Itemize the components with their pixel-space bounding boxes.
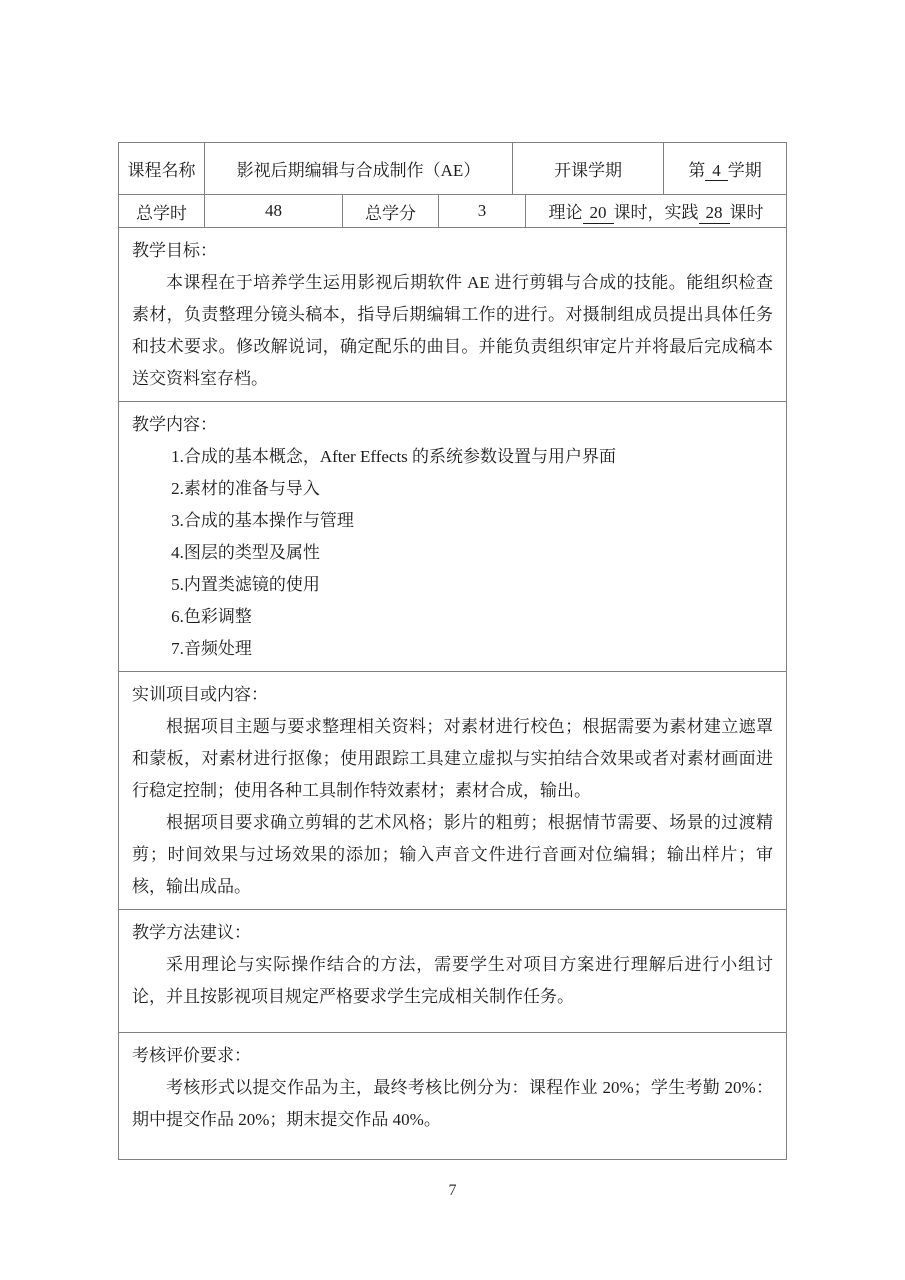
total-hours-label: 总学时: [119, 195, 205, 227]
content-list-item: 7.音频处理: [171, 639, 252, 658]
term-value: [664, 143, 786, 194]
content-list-item: 1.合成的基本概念，After Effects 的系统参数设置与用户界面: [171, 447, 617, 466]
section-teaching-content: [119, 402, 786, 672]
total-hours-value: 48: [205, 195, 343, 227]
course-name-value: 影视后期编辑与合成制作（AE）: [205, 143, 513, 194]
content-list-item: 3.合成的基本操作与管理: [171, 511, 354, 530]
course-name-label: 课程名称: [119, 143, 205, 194]
paragraph: 采用理论与实际操作结合的方法，需要学生对项目方案进行理解后进行小组讨论，并且按影视项目规定严格要求学生完成相关制作任务。: [132, 955, 773, 1006]
syllabus-table: [118, 142, 787, 1160]
term-label: 开课学期: [513, 143, 664, 194]
total-credit-label: 总学分: [343, 195, 439, 227]
paragraph: 根据项目主题与要求整理相关资料；对素材进行校色；根据需要为素材建立遮罩和蒙板，对素材进行抠像；使用跟踪工具建立虚拟与实拍结合效果或者对素材画面进行稳定控制；使用各种工具制作特效素材；素材合成，输出。: [132, 717, 773, 800]
section-title: 教学内容：: [132, 415, 217, 434]
section-assessment-requirements: [119, 1033, 786, 1159]
content-list-item: 2.素材的准备与导入: [171, 479, 320, 498]
semester-blank-value: 4: [705, 161, 728, 182]
content-list-item: 4.图层的类型及属性: [171, 543, 320, 562]
header-row-1: [119, 143, 786, 195]
section-teaching-goals: [119, 228, 786, 402]
paragraph: 根据项目要求确立剪辑的艺术风格；影片的粗剪；根据情节需要、场景的过渡精剪；时间效果与过场效果的添加；输入声音文件进行音画对位编辑；输出样片；审核，输出成品。: [132, 813, 773, 896]
paragraph: 本课程在于培养学生运用影视后期软件 AE 进行剪辑与合成的技能。能组织检查素材，负责整理分镜头稿本，指导后期编辑工作的进行。对摄制组成员提出具体任务和技术要求。修改解说词，确定配乐的曲目。并能负责组织审定片并将最后完成稿本送交资料室存档。: [132, 273, 773, 388]
theory-hours-blank: 20: [583, 203, 614, 224]
practice-hours-blank: 28: [699, 203, 730, 224]
semester-text: 第 4 学期: [688, 160, 762, 180]
section-teaching-methods: [119, 910, 786, 1033]
section-practical-projects: [119, 672, 786, 910]
total-credit-value: 3: [439, 195, 526, 227]
paragraph: 考核形式以提交作品为主，最终考核比例分为：课程作业 20%；学生考勤 20%：期中提交作品 20%；期末提交作品 40%。: [132, 1078, 773, 1129]
hours-breakdown-text: 理论 20 课时，实践 28 课时: [548, 203, 764, 223]
section-title: 教学方法建议：: [132, 923, 251, 942]
section-title: 考核评价要求：: [132, 1046, 251, 1065]
section-title: 教学目标：: [132, 241, 217, 260]
content-list-item: 5.内置类滤镜的使用: [171, 575, 320, 594]
page-number: 7: [448, 1182, 457, 1199]
section-title: 实训项目或内容：: [132, 685, 268, 704]
hours-breakdown: [526, 195, 786, 227]
header-row-2: [119, 195, 786, 228]
content-list-item: 6.色彩调整: [171, 607, 252, 626]
